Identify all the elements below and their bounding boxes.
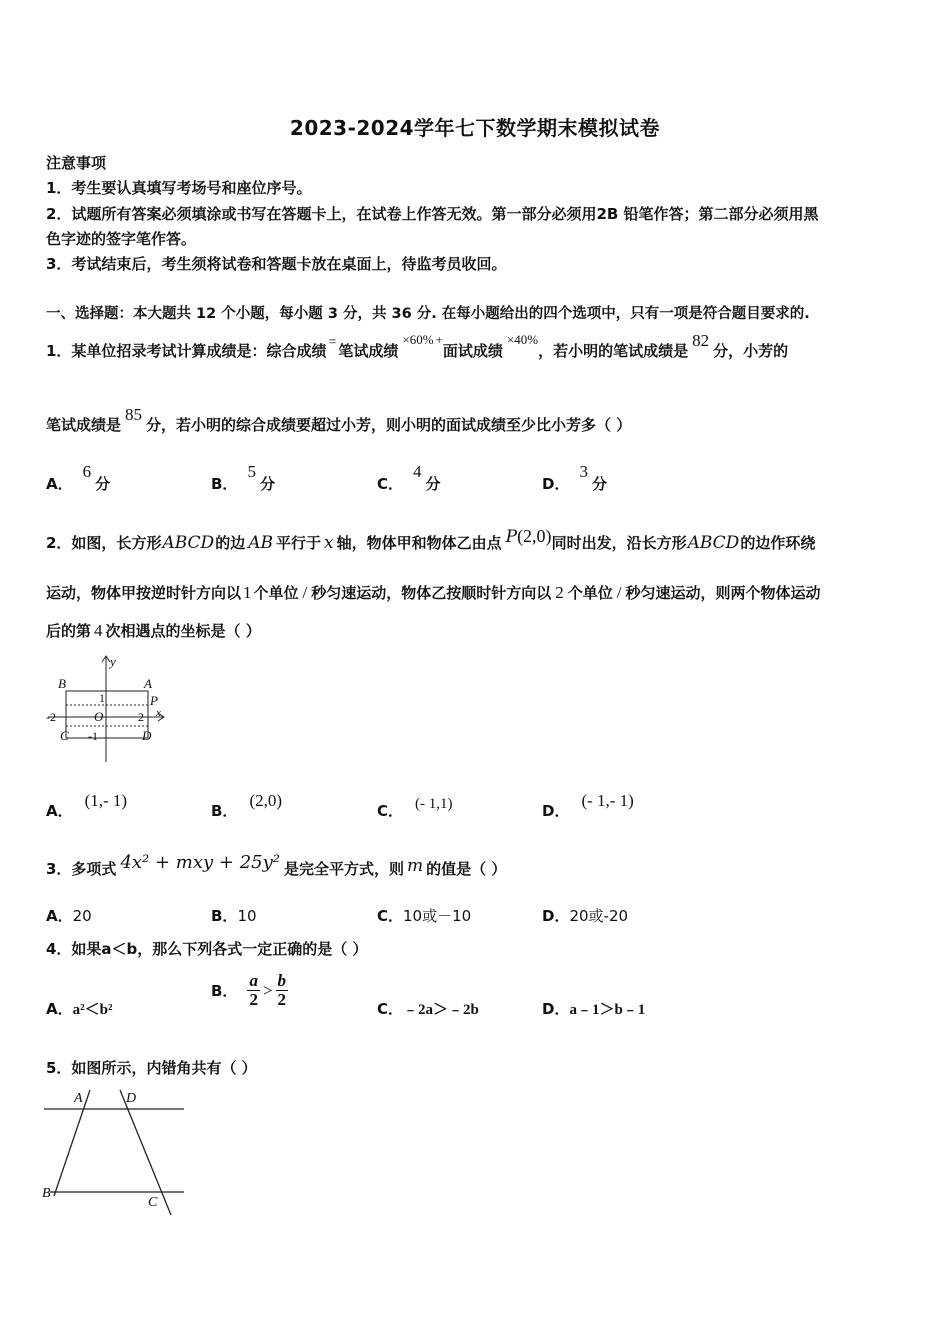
- option-value: 6: [82, 462, 92, 481]
- q2-text: 平行于: [275, 534, 321, 552]
- fraction-numerator: b: [277, 971, 287, 990]
- q2-text: 秒匀速运动，则两个物体运动: [625, 584, 821, 602]
- question-2-stem-line2: [46, 582, 821, 603]
- option-value: ﹣2a＞﹣2b: [403, 1002, 479, 1018]
- q2-speed-2: 2: [555, 583, 564, 602]
- q1-weight-40: ×40%: [506, 332, 539, 347]
- question-3-stem: [46, 852, 507, 879]
- q3-option-d[interactable]: [542, 905, 628, 926]
- fraction-a-over-2: [247, 972, 260, 1009]
- option-unit: 分: [259, 475, 275, 493]
- question-1-stem: [46, 331, 789, 361]
- section-heading: 一、选择题：本大题共 12 个小题，每小题 3 分，共 36 分. 在每小题给出的四个选项中，只有一项是符合题目要求的.: [46, 306, 810, 322]
- q2-text: 运动，物体甲按逆时针方向以: [46, 584, 242, 602]
- fig-label-c: C: [60, 728, 69, 743]
- q2-text: 次相遇点的坐标是（ ）: [105, 622, 261, 640]
- q5-parallel-lines-figure: [40, 1086, 190, 1220]
- option-letter: A．: [46, 802, 73, 820]
- fig-label-b: B: [42, 1186, 51, 1201]
- fraction-numerator: a: [249, 971, 258, 990]
- q2-speed-1: 1: [243, 583, 252, 602]
- question-2-stem: [46, 526, 816, 553]
- fig-label-2: 2: [138, 710, 144, 724]
- option-letter: A．: [46, 1000, 73, 1018]
- option-letter: C．: [377, 802, 404, 820]
- fig-label-a: A: [74, 1091, 83, 1106]
- q2-text: 轴，物体甲和物体乙由点: [336, 534, 502, 552]
- option-unit: 分: [95, 475, 111, 493]
- q2-option-a[interactable]: [46, 791, 128, 821]
- rectangle-abcd: [66, 691, 148, 738]
- q2-point: P: [505, 527, 518, 547]
- fig-label-neg2: -2: [46, 710, 56, 724]
- option-letter: D．: [542, 1000, 570, 1018]
- option-letter: C．: [377, 1000, 404, 1018]
- q1-text: ，若小明的笔试成绩是: [538, 342, 689, 360]
- option-letter: D．: [542, 802, 570, 820]
- option-letter: B．: [211, 907, 238, 925]
- fraction-denominator: 2: [277, 990, 287, 1009]
- q1-option-a[interactable]: [46, 462, 111, 494]
- q2-text: 同时出发，沿长方形: [551, 534, 687, 552]
- q2-text: 后的第: [46, 622, 92, 640]
- q3-polynomial: 4x² + mxy + 25y²: [120, 852, 280, 873]
- option-value: (2,0): [249, 791, 283, 810]
- option-letter: D．: [542, 475, 570, 493]
- q1-option-c[interactable]: [377, 462, 441, 494]
- question-5-stem: 5．如图所示，内错角共有（ ）: [46, 1059, 257, 1077]
- q3-variable-m: m: [407, 856, 424, 876]
- q1-text: 笔试成绩是: [46, 416, 122, 434]
- option-letter: B．: [211, 475, 238, 493]
- fig-label-b: B: [58, 676, 66, 691]
- question-1-stem-line2: [46, 405, 632, 435]
- q1-equals: =: [328, 335, 337, 350]
- option-value: 10或－10: [403, 907, 472, 925]
- q2-coordinate-figure: [44, 650, 174, 765]
- option-value: (1,- 1): [84, 791, 128, 810]
- q2-option-b[interactable]: [211, 791, 283, 821]
- option-letter: D．: [542, 907, 570, 925]
- q1-option-b[interactable]: [211, 462, 275, 494]
- q1-text: 笔试成绩: [338, 342, 399, 360]
- q2-option-d[interactable]: [542, 791, 634, 821]
- option-letter: A．: [46, 475, 73, 493]
- fig-label-neg1: -1: [88, 729, 98, 743]
- fig-label-d: D: [142, 728, 152, 743]
- fraction-b-over-2: [276, 972, 289, 1009]
- q4-option-d[interactable]: [542, 998, 645, 1019]
- q2-text: 个单位: [253, 584, 299, 602]
- option-value: a²＜b²: [72, 1002, 113, 1018]
- q2-text: 的边: [215, 534, 246, 552]
- option-value: 20: [72, 907, 92, 925]
- q1-text: 分，小芳的: [713, 342, 789, 360]
- fig-label-1: 1: [99, 691, 105, 705]
- option-unit: 分: [425, 475, 441, 493]
- q2-point-coord: (2,0): [517, 526, 552, 546]
- q3-option-c[interactable]: [377, 905, 471, 926]
- fig-label-c: C: [148, 1195, 158, 1210]
- option-value: 4: [413, 462, 422, 481]
- notice-item: 1．考生要认真填写考场号和座位序号。: [46, 179, 312, 197]
- option-letter: C．: [377, 907, 404, 925]
- q1-score-85: 85: [125, 405, 143, 424]
- q2-option-c[interactable]: [377, 796, 453, 821]
- option-value: (- 1,1): [415, 796, 453, 812]
- q3-option-a[interactable]: [46, 905, 92, 926]
- q2-rect-name: ABCD: [687, 533, 740, 553]
- q2-slash: /: [616, 583, 622, 602]
- option-value: 20或-20: [569, 907, 629, 925]
- q2-text: 秒匀速运动，物体乙按顺时针方向以: [311, 584, 552, 602]
- option-letter: C．: [377, 475, 404, 493]
- notice-item: 色字迹的签字笔作答。: [46, 230, 197, 248]
- q3-text: 的值是（ ）: [426, 860, 507, 878]
- fig-label-o: O: [94, 709, 104, 724]
- fig-label-d: D: [126, 1091, 137, 1106]
- notice-heading: 注意事项: [46, 154, 107, 172]
- q1-plus: +: [435, 332, 443, 347]
- page-title: 2023-2024学年七下数学期末模拟试卷: [289, 116, 661, 140]
- q3-option-b[interactable]: [211, 905, 257, 926]
- q1-text: 面试成绩: [442, 342, 503, 360]
- q2-slash: /: [302, 583, 308, 602]
- notice-item: 2．试题所有答案必须填涂或书写在答题卡上，在试卷上作答无效。第一部分必须用2B 铅笔作答；第二部分必须用黑: [46, 205, 819, 223]
- fig-label-a: A: [144, 676, 152, 691]
- q4-option-a[interactable]: [46, 998, 112, 1019]
- option-value: (- 1,- 1): [581, 791, 634, 810]
- q3-text: 是完全平方式，则: [284, 860, 405, 878]
- fig-label-x: x: [156, 707, 161, 719]
- q3-text: 3．多项式: [46, 860, 117, 878]
- q2-text: 2．如图，长方形: [46, 534, 162, 552]
- q1-text: 分，若小明的综合成绩要超过小芳，则小明的面试成绩至少比小芳多（ ）: [146, 416, 632, 434]
- q2-side: AB: [248, 533, 273, 553]
- q1-text: 1．某单位招录考试计算成绩是：综合成绩: [46, 342, 327, 360]
- q4-option-b[interactable]: [211, 972, 288, 1009]
- greater-than-sign: >: [262, 980, 273, 1000]
- fig-label-y: y: [110, 654, 116, 669]
- q2-text: 的边作环绕: [740, 534, 816, 552]
- question-2-stem-line3: [46, 620, 261, 641]
- fig-label-p: P: [150, 693, 158, 708]
- fraction-denominator: 2: [249, 990, 258, 1009]
- q1-option-d[interactable]: [542, 462, 607, 494]
- q1-weight-60: ×60%: [402, 332, 434, 347]
- transversal-ab: [54, 1090, 90, 1196]
- option-value: 3: [579, 462, 588, 481]
- option-letter: A．: [46, 907, 73, 925]
- question-4-stem: 4．如果a＜b，那么下列各式一定正确的是（ ）: [46, 940, 368, 958]
- q2-meet-count: 4: [94, 621, 103, 640]
- option-value: a﹣1＞b﹣1: [569, 1002, 646, 1018]
- q4-option-c[interactable]: [377, 998, 479, 1019]
- notice-item: 3．考试结束后，考生须将试卷和答题卡放在桌面上，待监考员收回。: [46, 255, 507, 273]
- q2-axis: x: [324, 533, 334, 553]
- option-value: 10: [237, 907, 257, 925]
- q2-text: 个单位: [567, 584, 613, 602]
- q2-rect-name: ABCD: [162, 533, 215, 553]
- option-letter: B．: [211, 982, 238, 1000]
- option-value: 5: [247, 462, 256, 481]
- option-unit: 分: [591, 475, 607, 493]
- q1-score-82: 82: [692, 331, 710, 350]
- option-letter: B．: [211, 802, 238, 820]
